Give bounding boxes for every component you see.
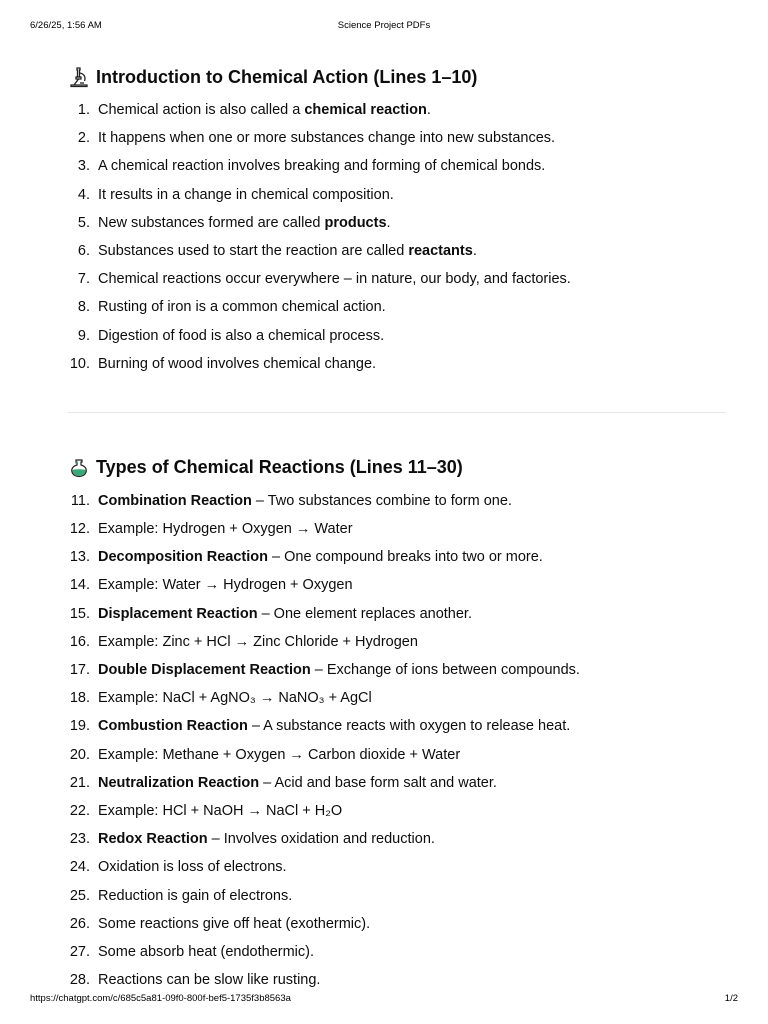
list-item-number: 20. — [69, 746, 90, 763]
list-item-number: 13. — [69, 549, 90, 566]
list-item — [68, 487, 726, 515]
list-item-number: 22. — [69, 802, 90, 819]
list-item-text: Example: Hydrogen + Oxygen → Water — [98, 521, 353, 538]
list-item-suffix: . — [472, 242, 477, 259]
list-item — [68, 96, 726, 124]
list-item-text: Example: Zinc + HCl → Zinc Chloride + Hydrogen — [98, 633, 418, 650]
key-term: reactants — [408, 242, 473, 259]
list-item — [68, 600, 726, 628]
list-item-text: Oxidation is loss of electrons. — [98, 859, 287, 876]
list-item — [68, 825, 726, 853]
list-item-text: Chemical reactions occur everywhere – in nature, our body, and factories. — [98, 271, 571, 288]
list-item-number: 6. — [77, 242, 90, 259]
list-item — [68, 882, 726, 910]
print-datetime: 6/26/25, 1:56 AM — [30, 20, 102, 31]
list-item-suffix: . — [426, 102, 431, 118]
reaction-type-label: Displacement Reaction — [98, 605, 258, 622]
list-item-text: Digestion of food is also a chemical process. — [98, 327, 385, 344]
list-item — [68, 656, 726, 684]
reaction-type-label: Decomposition Reaction — [98, 549, 268, 566]
list-item-text: Reduction is gain of electrons. — [98, 887, 293, 904]
list-item — [68, 938, 726, 966]
list-item — [68, 769, 726, 797]
list-item — [68, 181, 726, 209]
list-item-text: A chemical reaction involves breaking and forming of chemical bonds. — [98, 158, 546, 175]
print-page-number: 1/2 — [724, 993, 738, 1004]
list-item-number: 11. — [70, 492, 90, 509]
microscope-icon — [68, 66, 90, 88]
list-item — [68, 293, 726, 321]
list-item — [68, 571, 726, 599]
list-item-number: 2. — [77, 130, 90, 147]
list-item-number: 7. — [77, 271, 90, 288]
list-item-text: It results in a change in chemical composition. — [98, 186, 394, 203]
list-item-text: Example: Methane + Oxygen → Carbon dioxide + Water — [98, 746, 461, 763]
section-title-text: Introduction to Chemical Action (Lines 1–10) — [96, 66, 478, 87]
list-item-text: Burning of wood involves chemical change. — [98, 355, 377, 372]
list-item-text: Substances used to start the reaction are called — [98, 242, 409, 259]
list-item — [68, 265, 726, 293]
list-item-text: – Two substances combine to form one. — [251, 492, 512, 509]
list-item-text: – Exchange of ions between compounds. — [310, 662, 580, 678]
key-term: products — [324, 214, 387, 231]
reaction-type-label: Combination Reaction — [98, 492, 252, 509]
list-item-number: 10. — [69, 355, 90, 372]
list-item-number: 21. — [69, 774, 90, 791]
list-item — [68, 237, 726, 265]
list-item-number: 23. — [69, 831, 90, 848]
list-item-text: Example: HCl + NaOH → NaCl + H₂O — [98, 802, 343, 819]
print-url: https://chatgpt.com/c/685c5a81-09f0-800f-bef5-1735f3b8563a — [30, 993, 291, 1004]
list-item-text: Rusting of iron is a common chemical action. — [98, 299, 386, 316]
list-item-number: 25. — [69, 887, 90, 904]
list-item — [68, 515, 726, 543]
list-item — [68, 322, 726, 350]
list-item-number: 5. — [77, 214, 90, 231]
list-item — [68, 741, 726, 769]
section-title-introduction — [68, 62, 726, 92]
key-term: chemical reaction — [304, 102, 427, 118]
list-item-number: 15. — [69, 605, 90, 622]
reaction-type-label: Combustion Reaction — [98, 718, 248, 735]
list-item-text: Example: Water → Hydrogen + Oxygen — [98, 577, 353, 594]
list-item-text: It happens when one or more substances change into new substances. — [98, 130, 556, 147]
flask-icon — [68, 457, 90, 479]
list-item-number: 9. — [77, 327, 90, 344]
list-item-number: 8. — [77, 299, 90, 316]
list-item-text: – One element replaces another. — [257, 605, 472, 622]
list-item — [68, 628, 726, 656]
print-footer — [0, 993, 768, 1007]
list-item — [68, 350, 726, 378]
list-item — [68, 124, 726, 152]
list-item-text: Some absorb heat (endothermic). — [98, 943, 314, 960]
list-item — [68, 966, 726, 994]
list-item-number: 24. — [69, 859, 90, 876]
list-item-number: 4. — [77, 186, 90, 203]
list-item-number: 28. — [69, 972, 90, 989]
list-item — [68, 797, 726, 825]
section-title-text: Types of Chemical Reactions (Lines 11–30) — [96, 457, 463, 478]
list-item — [68, 543, 726, 571]
document-content — [68, 62, 726, 994]
list-item — [68, 910, 726, 938]
list-item — [68, 152, 726, 180]
list-item-text: – Acid and base form salt and water. — [259, 774, 497, 791]
list-item-number: 17. — [69, 662, 90, 678]
print-title: Science Project PDFs — [337, 20, 431, 31]
list-item-number: 27. — [69, 943, 90, 960]
list-item-text: Example: NaCl + AgNO₃ → NaNO₃ + AgCl — [98, 690, 372, 707]
list-item-number: 3. — [77, 158, 90, 175]
list-item-text: Some reactions give off heat (exothermic). — [98, 915, 371, 932]
reaction-type-label: Double Displacement Reaction — [98, 662, 311, 678]
list-item-text: – One compound breaks into two or more. — [268, 549, 543, 566]
list-item-number: 1. — [77, 102, 90, 118]
list-item-text: New substances formed are called — [98, 214, 325, 231]
list-item — [68, 853, 726, 881]
list-item-text: Reactions can be slow like rusting. — [98, 972, 321, 989]
list-item-text: – Involves oxidation and reduction. — [207, 831, 435, 848]
section-title-types — [68, 453, 726, 483]
list-item-number: 26. — [69, 915, 90, 932]
list-item-text: – A substance reacts with oxygen to release heat. — [247, 718, 571, 735]
list-item — [68, 712, 726, 740]
list-item-number: 18. — [69, 690, 90, 707]
list-item-suffix: . — [386, 214, 391, 231]
introduction-list — [68, 96, 726, 378]
list-item — [68, 209, 726, 237]
list-item-number: 16. — [69, 633, 90, 650]
types-list — [68, 487, 726, 994]
section-divider — [68, 412, 726, 413]
list-item-number: 19. — [69, 718, 90, 735]
reaction-type-label: Neutralization Reaction — [98, 774, 260, 791]
list-item — [68, 684, 726, 712]
print-header — [0, 20, 768, 34]
reaction-type-label: Redox Reaction — [98, 831, 208, 848]
list-item-number: 14. — [69, 577, 90, 594]
list-item-text: Chemical action is also called a — [98, 102, 305, 118]
list-item-number: 12. — [69, 521, 90, 538]
